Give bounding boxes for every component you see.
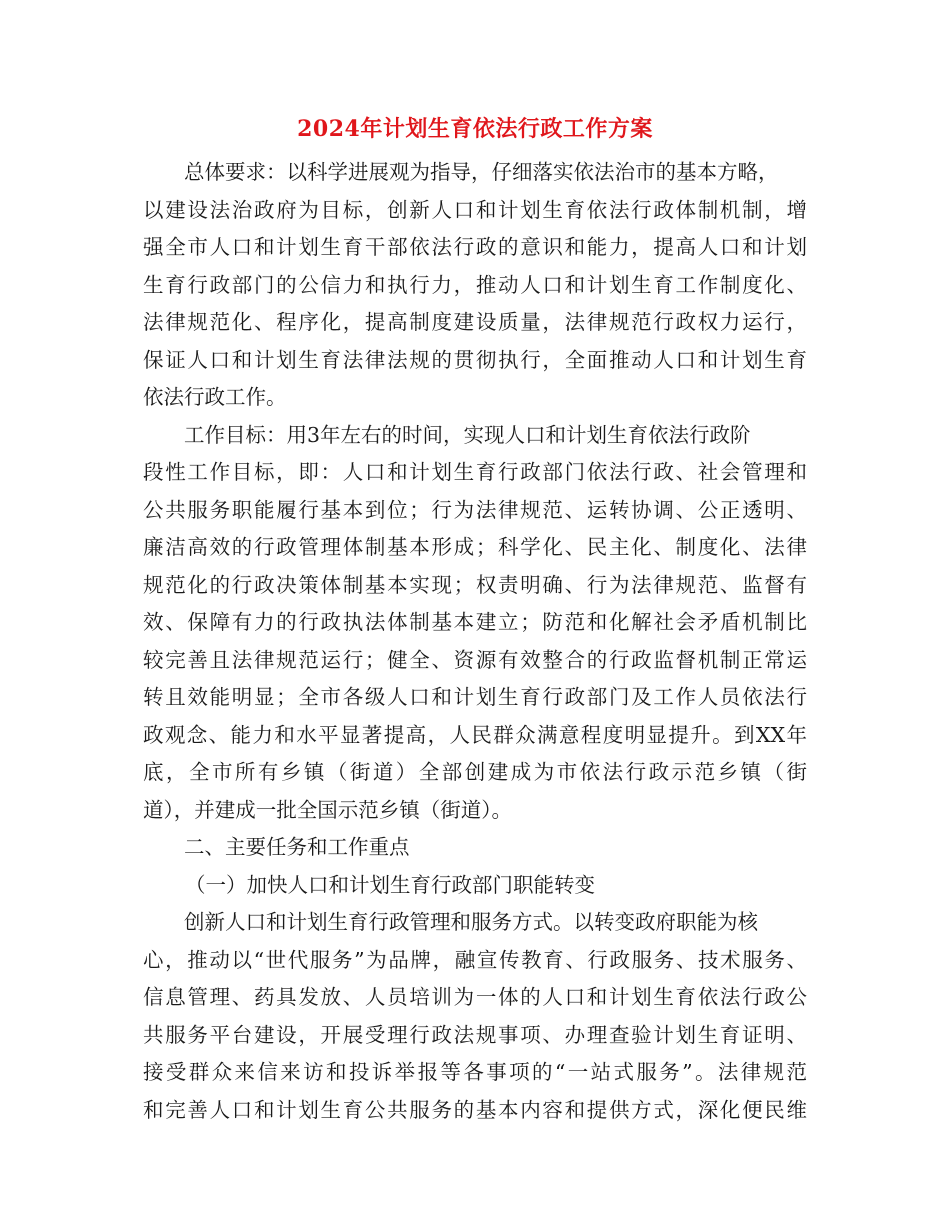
paragraph-line: 强全市人口和计划生育干部依法行政的意识和能力，提高人口和计划 <box>143 235 807 259</box>
paragraph-line: 依法行政工作。 <box>143 385 287 409</box>
paragraph-line: 共服务平台建设，开展受理行政法规事项、办理查验计划生育证明、 <box>143 1022 807 1047</box>
document-title: 2024年计划生育依法行政工作方案 <box>297 116 653 142</box>
paragraph-line: 道），并建成一批全国示范乡镇（街道）。 <box>143 797 512 822</box>
subsection-heading: （一）加快人口和计划生育行政部门职能转变 <box>185 872 595 897</box>
paragraph-line: 总体要求：以科学进展观为指导，仔细落实依法治市的基本方略， <box>184 160 779 184</box>
section-heading: 二、主要任务和工作重点 <box>184 835 410 859</box>
paragraph-line: 工作目标：用3年左右的时间，实现人口和计划生育依法行政阶 <box>184 422 751 447</box>
paragraph-line: 信息管理、药具发放、人员培训为一体的人口和计划生育依法行政公 <box>143 985 807 1009</box>
paragraph-line: 廉洁高效的行政管理体制基本形成；科学化、民主化、制度化、法律 <box>143 535 807 559</box>
document-body <box>143 154 807 1129</box>
paragraph-line: 公共服务职能履行基本到位；行为法律规范、运转协调、公正透明、 <box>143 497 807 522</box>
paragraph-line: 法律规范化、程序化，提高制度建设质量，法律规范行政权力运行， <box>143 310 807 334</box>
paragraph-line: 底，全市所有乡镇（街道）全部创建成为市依法行政示范乡镇（街 <box>143 760 807 784</box>
paragraph-line: 效、保障有力的行政执法体制基本建立；防范和化解社会矛盾机制比 <box>143 610 807 634</box>
paragraph-line: 段性工作目标，即：人口和计划生育行政部门依法行政、社会管理和 <box>143 460 807 484</box>
paragraph-line: 规范化的行政决策体制基本实现；权责明确、行为法律规范、监督有 <box>143 572 807 597</box>
paragraph-line: 较完善且法律规范运行；健全、资源有效整合的行政监督机制正常运 <box>143 647 807 672</box>
paragraph-line: 政观念、能力和水平显著提高，人民群众满意程度明显提升。到XX年 <box>143 722 807 747</box>
paragraph-line: 创新人口和计划生育行政管理和服务方式。以转变政府职能为核 <box>184 910 758 934</box>
paragraph-line: 保证人口和计划生育法律法规的贯彻执行，全面推动人口和计划生育 <box>143 347 807 372</box>
paragraph-line: 和完善人口和计划生育公共服务的基本内容和提供方式，深化便民维 <box>143 1097 807 1122</box>
paragraph-line: 转且效能明显；全市各级人口和计划生育行政部门及工作人员依法行 <box>143 685 807 709</box>
paragraph-line: 接受群众来信来访和投诉举报等各事项的“一站式服务”。法律规范 <box>143 1060 807 1084</box>
paragraph-line: 以建设法治政府为目标，创新人口和计划生育依法行政体制机制，增 <box>143 197 807 222</box>
paragraph-line: 生育行政部门的公信力和执行力，推动人口和计划生育工作制度化、 <box>143 272 807 297</box>
paragraph-line: 心，推动以“世代服务”为品牌，融宣传教育、行政服务、技术服务、 <box>143 947 807 972</box>
